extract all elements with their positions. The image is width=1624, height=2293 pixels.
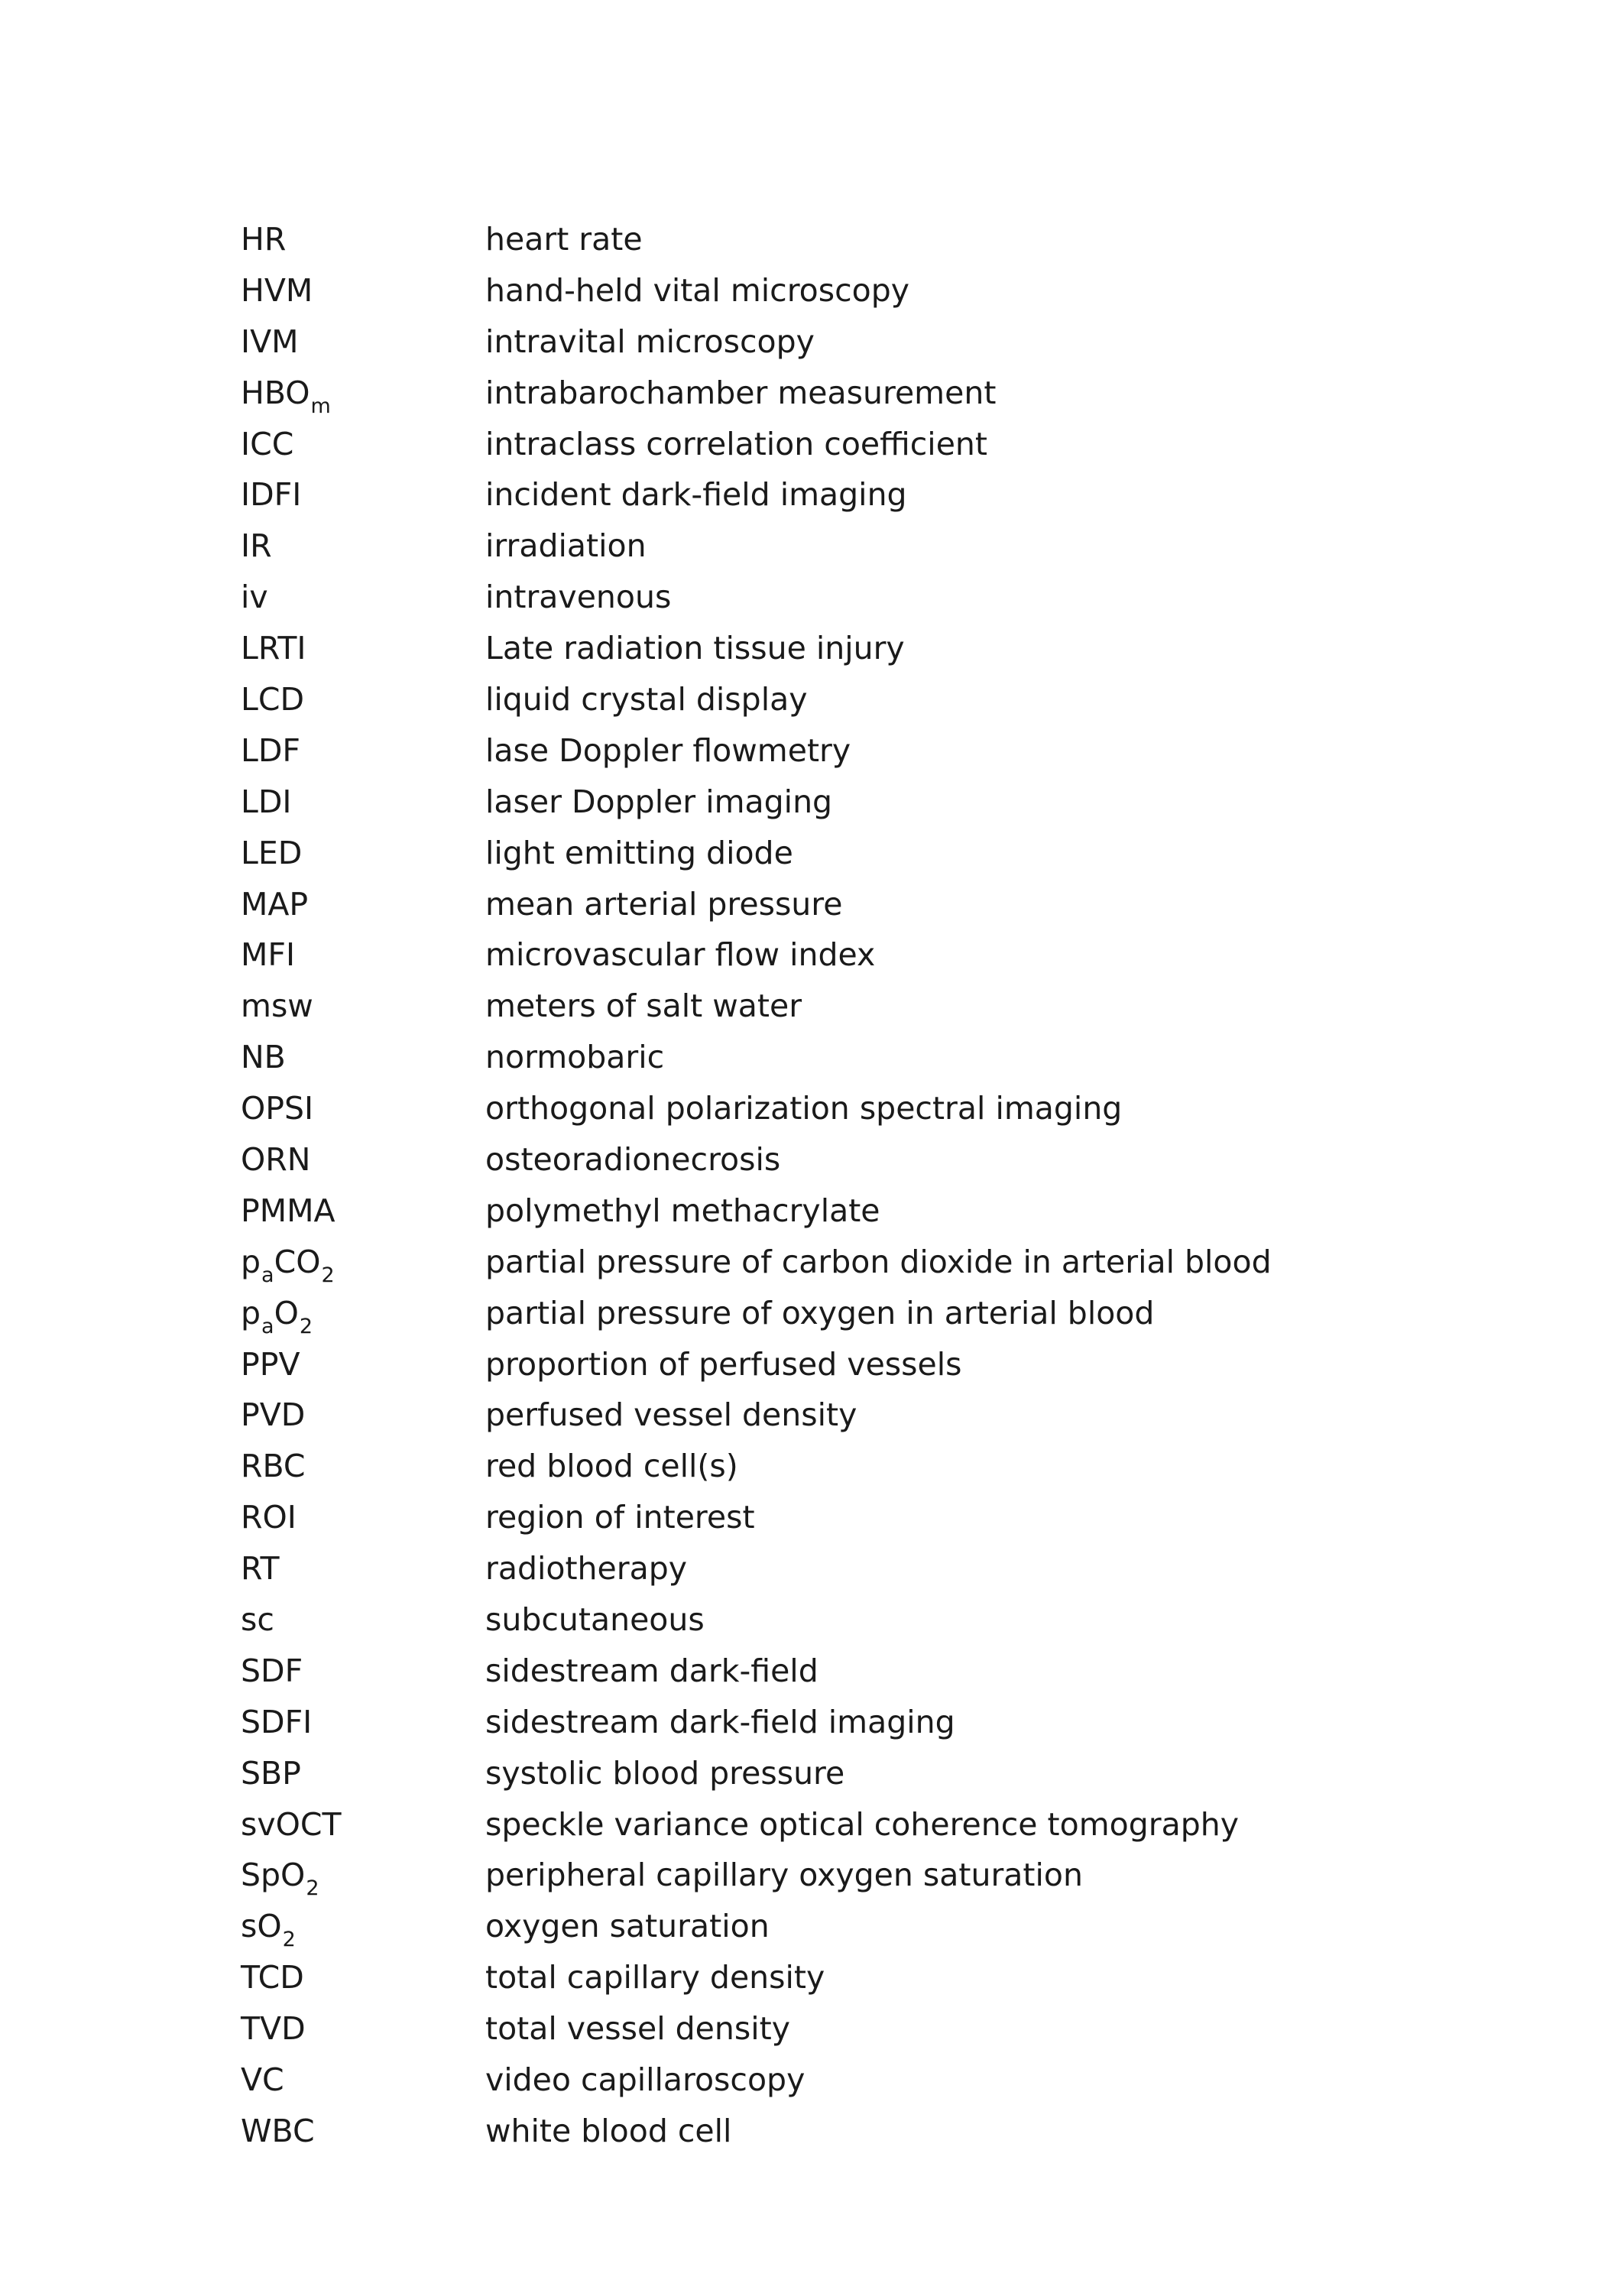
abbreviation-row [241,1032,1540,1083]
abbreviation-definition: Late radiation tissue injury [485,630,905,667]
abbreviation-term [241,1499,485,1536]
abbreviation-term [241,1243,485,1287]
abbreviation-text: iv [241,579,268,616]
abbreviation-term [241,425,485,462]
abbreviation-row [241,1185,1540,1237]
abbreviation-row [241,1543,1540,1594]
abbreviation-term [241,1090,485,1127]
abbreviation-text: SBP [241,1754,301,1792]
abbreviation-row [241,1134,1540,1185]
abbreviation-term [241,988,485,1025]
abbreviation-text: SDF [241,1652,303,1689]
abbreviation-term [241,1192,485,1229]
abbreviation-text: TCD [241,1959,304,1996]
abbreviation-term [241,271,485,309]
abbreviation-definition: hand-held vital microscopy [485,271,910,309]
abbreviation-text: WBC [241,2112,315,2149]
abbreviation-text: NB [241,1039,286,1076]
abbreviation-row [241,1492,1540,1543]
abbreviation-row [241,1799,1540,1850]
abbreviation-term [241,936,485,974]
abbreviation-definition: peripheral capillary oxygen saturation [485,1857,1083,1894]
abbreviation-definition: sidestream dark-field imaging [485,1703,955,1740]
abbreviation-list [241,214,1540,2157]
abbreviation-text: RBC [241,1448,306,1485]
abbreviation-definition: osteoradionecrosis [485,1140,781,1178]
abbreviation-term [241,1754,485,1792]
abbreviation-row [241,368,1540,419]
abbreviation-text: sO [241,1908,282,1945]
abbreviation-text: LCD [241,680,305,718]
abbreviation-text-continued: CO [274,1243,321,1280]
abbreviation-definition: proportion of perfused vessels [485,1345,962,1383]
abbreviation-row [241,1646,1540,1697]
abbreviation-term [241,630,485,667]
abbreviation-row [241,1288,1540,1339]
abbreviation-subscript: a [261,1263,274,1287]
abbreviation-row [241,879,1540,930]
abbreviation-text: p [241,1243,261,1280]
abbreviation-row [241,929,1540,981]
abbreviation-term [241,1959,485,1996]
abbreviation-term [241,885,485,923]
abbreviation-text: LDF [241,731,300,769]
abbreviation-definition: region of interest [485,1499,755,1536]
abbreviation-definition: intraclass correlation coefficient [485,425,987,462]
abbreviation-row [241,521,1540,572]
abbreviation-row [241,1748,1540,1799]
abbreviation-term [241,220,485,258]
abbreviation-term [241,1550,485,1588]
abbreviation-row [241,316,1540,368]
abbreviation-term [241,783,485,820]
abbreviation-term [241,1908,485,1952]
abbreviation-term [241,1294,485,1338]
abbreviation-text: IDFI [241,476,302,514]
abbreviation-text: PPV [241,1345,300,1383]
abbreviation-subscript: 2 [321,1263,335,1287]
abbreviation-row [241,572,1540,623]
abbreviation-term [241,1396,485,1434]
abbreviation-text-continued: O [274,1294,299,1331]
abbreviation-term [241,2112,485,2149]
abbreviation-text: ICC [241,425,294,462]
abbreviation-definition: polymethyl methacrylate [485,1192,880,1229]
abbreviation-text: ROI [241,1499,297,1536]
abbreviation-text: MFI [241,936,296,974]
abbreviation-definition: red blood cell(s) [485,1448,738,1485]
abbreviation-text: LED [241,834,303,871]
abbreviation-term [241,1805,485,1843]
abbreviation-text: TVD [241,2010,306,2048]
abbreviation-row [241,1952,1540,2003]
abbreviation-term [241,527,485,565]
abbreviation-definition: oxygen saturation [485,1908,770,1945]
abbreviation-definition: intravital microscopy [485,323,815,360]
abbreviation-term [241,1039,485,1076]
abbreviation-definition: microvascular flow index [485,936,876,974]
abbreviation-text: svOCT [241,1805,342,1843]
abbreviation-text: RT [241,1550,280,1588]
abbreviation-text: OPSI [241,1090,314,1127]
abbreviation-definition: systolic blood pressure [485,1754,845,1792]
abbreviation-row [241,1594,1540,1646]
abbreviation-definition: incident dark-field imaging [485,476,907,514]
abbreviation-term [241,374,485,418]
abbreviation-row [241,1850,1540,1902]
abbreviation-definition: radiotherapy [485,1550,688,1588]
abbreviation-term [241,579,485,616]
abbreviation-text: VC [241,2061,284,2098]
abbreviation-subscript: a [261,1314,274,1338]
abbreviation-row [241,1390,1540,1441]
abbreviation-definition: white blood cell [485,2112,732,2149]
abbreviation-text: LDI [241,783,292,820]
abbreviation-definition: partial pressure of oxygen in arterial blood [485,1294,1155,1331]
abbreviation-row [241,214,1540,265]
abbreviation-definition: light emitting diode [485,834,793,871]
abbreviation-subscript: 2 [282,1928,296,1952]
abbreviation-definition: intravenous [485,579,672,616]
abbreviation-text: ORN [241,1140,311,1178]
abbreviation-row [241,1441,1540,1492]
abbreviation-definition: mean arterial pressure [485,885,843,923]
abbreviation-row [241,777,1540,828]
abbreviation-term [241,1703,485,1740]
abbreviation-term [241,1857,485,1901]
abbreviation-term [241,2010,485,2048]
abbreviation-definition: total capillary density [485,1959,825,1996]
abbreviation-term [241,834,485,871]
abbreviation-row [241,1339,1540,1390]
abbreviation-row [241,725,1540,777]
abbreviation-row [241,1237,1540,1288]
abbreviation-text: PMMA [241,1192,335,1229]
abbreviation-row [241,981,1540,1032]
abbreviation-row [241,1083,1540,1134]
abbreviation-definition: liquid crystal display [485,680,808,718]
abbreviation-row [241,2106,1540,2157]
abbreviation-definition: heart rate [485,220,643,258]
abbreviation-text: SDFI [241,1703,313,1740]
abbreviation-definition: lase Doppler flowmetry [485,731,851,769]
abbreviation-definition: partial pressure of carbon dioxide in arterial blood [485,1243,1272,1280]
abbreviation-text: p [241,1294,261,1331]
abbreviation-definition: normobaric [485,1039,665,1076]
abbreviation-subscript: 2 [306,1876,319,1901]
abbreviation-text: msw [241,988,313,1025]
abbreviation-term [241,1345,485,1383]
abbreviation-row [241,469,1540,521]
abbreviation-definition: irradiation [485,527,647,565]
abbreviation-term [241,1448,485,1485]
abbreviation-text: SpO [241,1857,306,1894]
abbreviation-row [241,1697,1540,1748]
abbreviation-term [241,1601,485,1638]
abbreviation-definition: perfused vessel density [485,1396,857,1434]
abbreviation-term [241,731,485,769]
abbreviation-subscript: m [310,394,331,418]
abbreviation-term [241,1652,485,1689]
abbreviation-text: IVM [241,323,299,360]
abbreviation-subscript: 2 [299,1314,313,1338]
abbreviation-row [241,419,1540,470]
abbreviation-definition: speckle variance optical coherence tomography [485,1805,1240,1843]
abbreviation-definition: sidestream dark-field [485,1652,818,1689]
abbreviation-definition: intrabarochamber measurement [485,374,997,411]
abbreviation-definition: laser Doppler imaging [485,783,833,820]
abbreviation-term [241,680,485,718]
abbreviation-text: MAP [241,885,309,923]
abbreviation-definition: video capillaroscopy [485,2061,806,2098]
abbreviation-term [241,323,485,360]
abbreviation-text: HBO [241,374,310,411]
abbreviation-definition: orthogonal polarization spectral imaging [485,1090,1123,1127]
abbreviation-text: PVD [241,1396,306,1434]
abbreviation-definition: total vessel density [485,2010,790,2048]
abbreviation-text: LRTI [241,630,306,667]
abbreviation-row [241,2055,1540,2106]
abbreviation-term [241,2061,485,2098]
abbreviation-text: sc [241,1601,274,1638]
abbreviation-row [241,828,1540,879]
abbreviation-row [241,623,1540,674]
abbreviation-definition: meters of salt water [485,988,802,1025]
abbreviation-row [241,265,1540,316]
abbreviation-definition: subcutaneous [485,1601,705,1638]
abbreviation-text: IR [241,527,272,565]
abbreviation-text: HR [241,220,287,258]
abbreviation-row [241,2003,1540,2055]
abbreviation-row [241,674,1540,725]
abbreviation-term [241,476,485,514]
abbreviation-text: HVM [241,271,313,309]
abbreviation-term [241,1140,485,1178]
abbreviation-row [241,1901,1540,1952]
